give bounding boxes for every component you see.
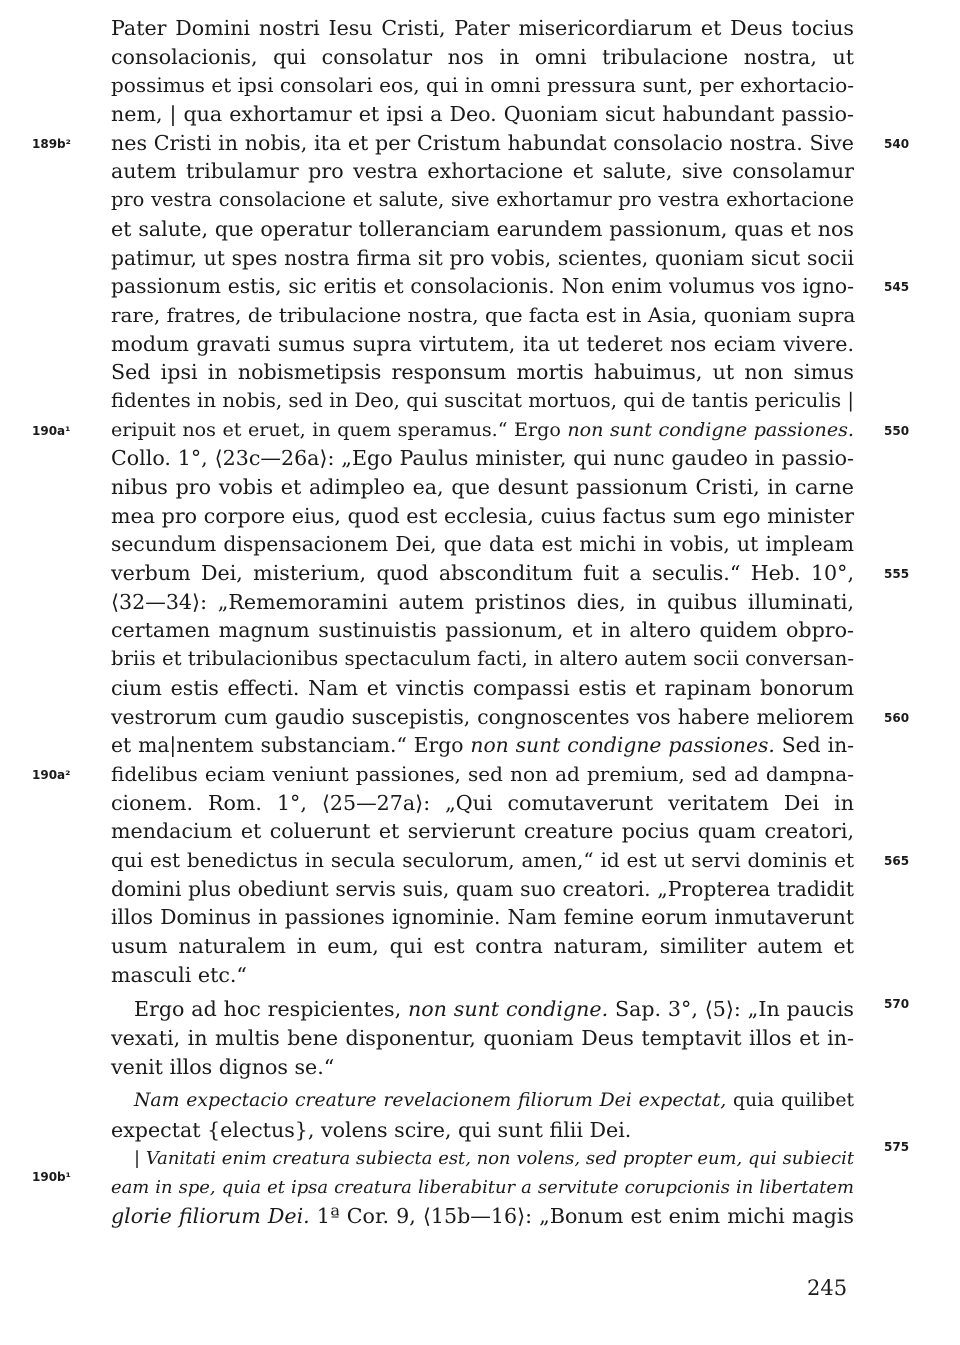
- line-number: 560: [884, 711, 910, 725]
- text-line: ⟨32—34⟩: „Rememoramini autem pristinos dies, in quibus illuminati,: [111, 589, 854, 614]
- text-line: eripuit nos et eruet, in quem speramus.“ Ergo non sunt condigne passiones.: [111, 417, 854, 441]
- line-number: 575: [884, 1140, 910, 1154]
- text-line: vestrorum cum gaudio suscepistis, congnoscentes vos habere meliorem: [111, 704, 854, 729]
- text-line: eam in spe, quia et ipsa creatura liberabitur a servitute corupcionis in libertatem: [111, 1176, 854, 1198]
- text-line: briis et tribulacionibus spectaculum facti, in altero autem socii conversan-: [111, 647, 854, 671]
- text-line: mea pro corpore eius, quod est ecclesia, cuius factus sum ego minister: [111, 503, 854, 528]
- text-line: fidentes in nobis, sed in Deo, qui suscitat mortuos, qui de tantis periculis |: [111, 388, 854, 412]
- text-line: Nam expectacio creature revelacionem filiorum Dei expectat, quia quilibet: [134, 1090, 854, 1112]
- main-text: [111, 14, 854, 1231]
- text-line: nes Cristi in nobis, ita et per Cristum habundat consolacio nostra. Sive: [111, 130, 854, 155]
- text-line: secundum dispensacionem Dei, que data est michi in vobis, ut impleam: [111, 532, 854, 557]
- text-line: nibus pro vobis et adimpleo ea, que desunt passionum Cristi, in carne: [111, 475, 854, 499]
- text-line: expectat {electus}, volens scire, qui sunt filii Dei.: [111, 1118, 632, 1143]
- text-line: patimur, ut spes nostra firma sit pro vobis, scientes, quoniam sicut socii: [111, 245, 854, 270]
- text-line: Collo. 1°, ⟨23c—26a⟩: „Ego Paulus minister, qui nunc gaudeo in passio-: [111, 446, 854, 471]
- text-line: passionum estis, sic eritis et consolacionis. Non enim volumus vos igno-: [111, 274, 854, 299]
- text-line: qui est benedictus in secula seculorum, amen,“ id est ut servi dominis et: [111, 847, 854, 872]
- text-line: masculi etc.“: [111, 962, 247, 987]
- text-line: fidelibus eciam veniunt passiones, sed non ad premium, sed ad dampna-: [111, 761, 854, 786]
- line-number: 570: [884, 997, 910, 1011]
- text-line: cium estis effecti. Nam et vinctis compassi estis et rapinam bonorum: [111, 675, 854, 700]
- text-line: | Vanitati enim creatura subiecta est, non volens, sed propter eum, qui subiecit: [134, 1147, 855, 1169]
- text-line: Pater Domini nostri Iesu Cristi, Pater misericordiarum et Deus tocius: [111, 16, 854, 40]
- text-line: Ergo ad hoc respicientes, non sunt condigne. Sap. 3°, ⟨5⟩: „In paucis: [134, 997, 854, 1022]
- text-line: autem tribulamur pro vestra exhortacione et salute, sive consolamur: [111, 159, 854, 184]
- line-number: 550: [884, 424, 910, 438]
- text-line: et ma|nentem substanciam.“ Ergo non sunt condigne passiones. Sed in-: [111, 733, 854, 758]
- folio-reference: 190b¹: [32, 1170, 71, 1184]
- text-line: et salute, que operatur tolleranciam earundem passionum, quas et nos: [111, 216, 854, 241]
- text-line: illos Dominus in passiones ignominie. Nam femine eorum inmutaverunt: [111, 905, 854, 930]
- text-line: verbum Dei, misterium, quod absconditum fuit a seculis.“ Heb. 10°,: [111, 561, 854, 586]
- text-line: modum gravati sumus supra virtutem, ita ut tederet nos eciam vivere.: [111, 331, 854, 356]
- text-line: vexati, in multis bene disponentur, quoniam Deus temptavit illos et in-: [111, 1026, 854, 1051]
- page-number: 245: [807, 1276, 848, 1300]
- folio-reference: 190a²: [32, 768, 71, 782]
- text-line: Sed ipsi in nobismetipsis responsum mortis habuimus, ut non simus: [111, 360, 854, 385]
- text-line: pro vestra consolacione et salute, sive exhortamur pro vestra exhortacione: [111, 188, 854, 212]
- text-line: nem, | qua exhortamur et ipsi a Deo. Quoniam sicut habundant passio-: [111, 102, 854, 127]
- text-line: cionem. Rom. 1°, ⟨25—27a⟩: „Qui comutaverunt veritatem Dei in: [111, 790, 854, 815]
- line-number: 540: [884, 137, 910, 151]
- line-number: 545: [884, 280, 910, 294]
- text-line: glorie filiorum Dei. 1ª Cor. 9, ⟨15b—16⟩: „Bonum est enim michi magis: [111, 1204, 854, 1229]
- text-line: domini plus obediunt servis suis, quam suo creatori. „Propterea tradidit: [111, 876, 854, 901]
- text-line: rare, fratres, de tribulacione nostra, que facta est in Asia, quoniam supra: [111, 302, 856, 327]
- text-line: possimus et ipsi consolari eos, qui in omni pressura sunt, per exhortacio-: [111, 73, 854, 98]
- text-line: mendacium et coluerunt et servierunt creature pocius quam creatori,: [111, 819, 854, 844]
- folio-reference: 190a¹: [32, 424, 71, 438]
- line-number: 565: [884, 854, 910, 868]
- text-line: venit illos dignos se.“: [111, 1054, 335, 1079]
- text-line: certamen magnum sustinuistis passionum, et in altero quidem obpro-: [111, 618, 854, 643]
- line-number: 555: [884, 567, 910, 581]
- text-line: consolacionis, qui consolatur nos in omni tribulacione nostra, ut: [111, 44, 854, 69]
- text-line: usum naturalem in eum, qui est contra naturam, similiter autem et: [111, 934, 854, 958]
- folio-reference: 189b²: [32, 137, 71, 151]
